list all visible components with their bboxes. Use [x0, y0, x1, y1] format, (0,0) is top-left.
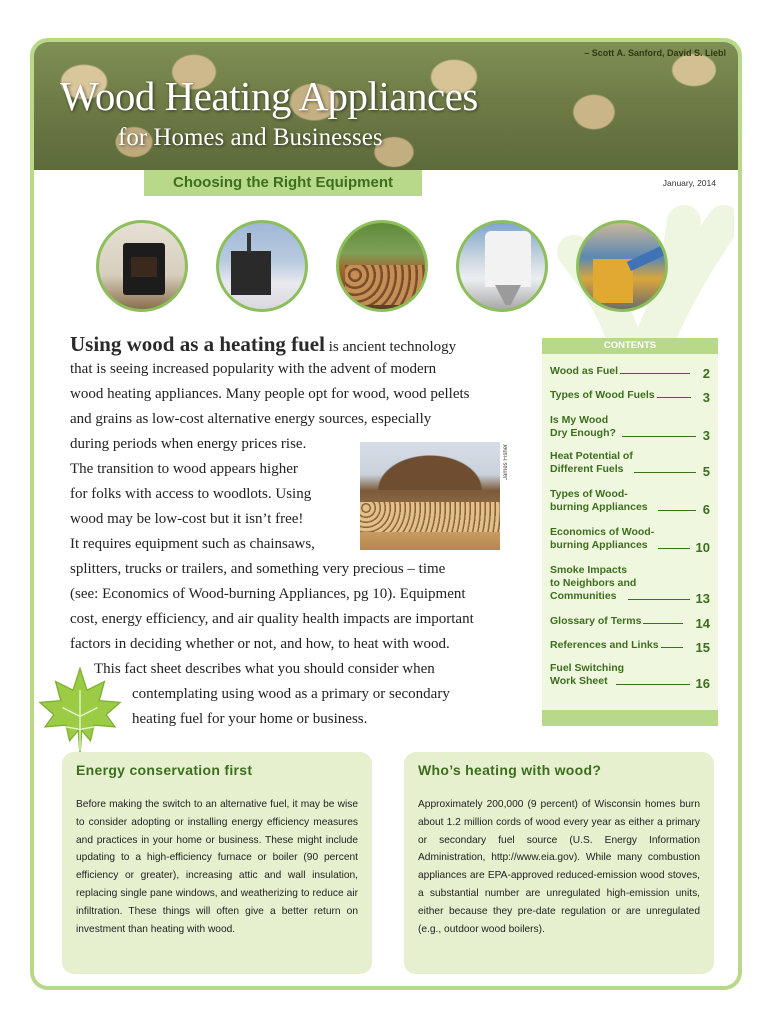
- toc-item[interactable]: Glossary of Terms 14: [550, 615, 710, 631]
- toc-item[interactable]: Types of Wood- burning Appliances 6: [550, 488, 710, 517]
- toc-item[interactable]: Fuel Switching Work Sheet 16: [550, 662, 710, 691]
- photo-firewood-shed: [336, 220, 428, 312]
- box-heading: Energy conservation first: [76, 762, 253, 778]
- photo-wood-stove: [96, 220, 188, 312]
- intro-line: factors in deciding whether or not, and how, to heat with wood.: [70, 636, 450, 652]
- intro-line: during periods when energy prices rise.: [70, 436, 307, 452]
- toc-item[interactable]: Heat Potential of Different Fuels 5: [550, 450, 710, 479]
- photo-outdoor-boiler: [216, 220, 308, 312]
- toc-page-number: 2: [702, 366, 710, 381]
- author-line: – Scott A. Sanford, David S. Liebl: [584, 48, 726, 58]
- header-banner: [34, 42, 738, 170]
- intro-line: contemplating using wood as a primary or secondary: [132, 686, 450, 702]
- toc-page-number: 14: [695, 616, 710, 631]
- contents-box: [542, 338, 718, 726]
- intro-line: This fact sheet describes what you should consider when: [94, 661, 435, 677]
- contents-heading: CONTENTS: [542, 338, 718, 354]
- toc-item[interactable]: References and Links 15: [550, 639, 710, 655]
- toc-item[interactable]: Is My Wood Dry Enough? 3: [550, 414, 710, 443]
- toc-page-number: 10: [695, 540, 710, 555]
- toc-page-number: 6: [702, 502, 710, 517]
- intro-line: wood may be low-cost but it isn’t free!: [70, 511, 304, 527]
- who-heats-with-wood-box: [404, 752, 714, 974]
- toc-item[interactable]: Economics of Wood- burning Appliances 10: [550, 526, 710, 555]
- photo-credit: James Fisher: [503, 444, 509, 481]
- toc-page-number: 15: [695, 640, 710, 655]
- woodpile-photo: [360, 442, 500, 550]
- fact-sheet-page: [30, 38, 742, 990]
- intro-line: and grains as low-cost alternative energy sources, especially: [70, 411, 432, 427]
- maple-leaf-icon: [36, 664, 124, 760]
- toc-page-number: 3: [702, 428, 710, 443]
- toc-page-number: 13: [695, 591, 710, 606]
- intro-line: that is seeing increased popularity with the advent of modern: [70, 361, 437, 377]
- toc-item[interactable]: Wood as Fuel 2: [550, 365, 710, 381]
- section-label: Choosing the Right Equipment: [173, 174, 393, 191]
- intro-lead: Using wood as a heating fuel: [70, 332, 325, 356]
- toc-page-number: 16: [695, 676, 710, 691]
- document-title: Wood Heating Appliances: [60, 73, 478, 119]
- document-subtitle: for Homes and Businesses: [118, 124, 383, 151]
- intro-line: wood heating appliances. Many people opt for wood, wood pellets: [70, 386, 470, 402]
- toc-page-number: 5: [702, 464, 710, 479]
- toc-item[interactable]: Smoke Impacts to Neighbors and Communities 13: [550, 564, 710, 606]
- photo-boiler-room: [576, 220, 668, 312]
- box-body: Approximately 200,000 (9 percent) of Wisconsin homes burn about 1.2 million cords of wood every year as either a primary or secondary fuel source (U.S. Energy Information Administration, http://www.eia.gov). While many combustion appliances are EPA-approved reduced-emission wood stoves, a substantial number are unregulated high-emission units, either because they pre-date regulation or are unregulated (e.g., outdoor wood boilers).: [418, 799, 700, 935]
- intro-line: (see: Economics of Wood-burning Appliances, pg 10). Equipment: [70, 586, 466, 602]
- intro-line: Using wood as a heating fuel is ancient technology: [70, 332, 457, 356]
- contents-footer-bar: [542, 710, 718, 726]
- section-label-bar: [144, 170, 422, 196]
- intro-line: for folks with access to woodlots. Using: [70, 486, 312, 502]
- box-body: Before making the switch to an alternative fuel, it may be wise to consider adopting or installing energy efficiency measures and practices in your home or business. These might include updating to a high-efficiency furnace or boiler (90 percent efficiency or greater), increasing attic and wall insulation, replacing single pane windows, and weatherizing to reduce air infiltration. These things will often give a better return on investment than heating with wood.: [76, 799, 358, 935]
- intro-line: It requires equipment such as chainsaws,: [70, 536, 315, 552]
- photo-pellet-silo: [456, 220, 548, 312]
- intro-line: heating fuel for your home or business.: [132, 711, 368, 727]
- energy-conservation-box: [62, 752, 372, 974]
- intro-line: The transition to wood appears higher: [70, 461, 298, 477]
- publication-date: January, 2014: [662, 178, 716, 188]
- box-heading: Who’s heating with wood?: [418, 762, 602, 778]
- intro-line: cost, energy efficiency, and air quality health impacts are important: [70, 611, 474, 627]
- toc-item[interactable]: Types of Wood Fuels 3: [550, 389, 710, 405]
- intro-line: splitters, trucks or trailers, and something very precious – time: [70, 561, 446, 577]
- toc-page-number: 3: [702, 390, 710, 405]
